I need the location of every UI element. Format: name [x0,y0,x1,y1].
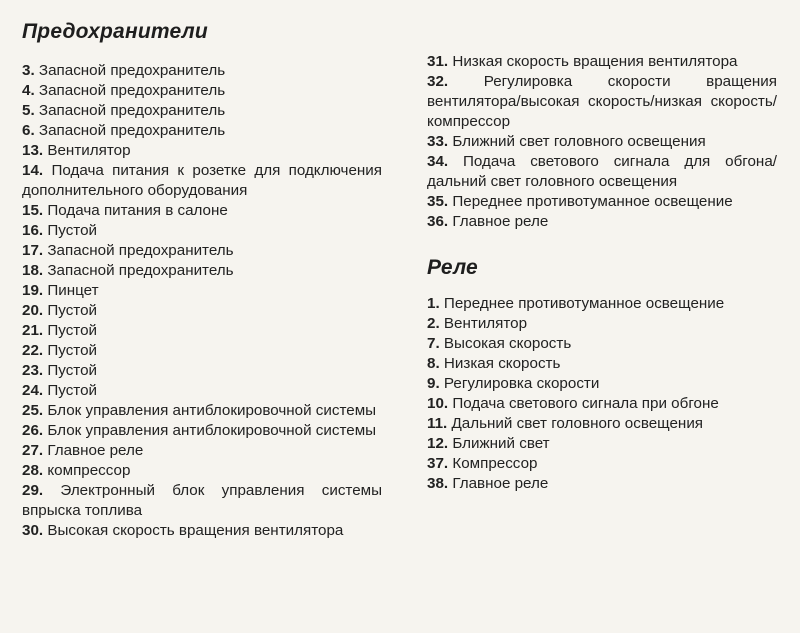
list-item [427,72,777,132]
item-text: компрессор [47,462,131,479]
item-text: Дальний свет головного освещения [451,415,704,432]
item-number: 3. [22,62,35,79]
list-item [22,421,382,441]
item-number: 21. [22,322,44,339]
relays-heading: Реле [427,256,478,279]
item-text: Пустой [47,222,98,239]
item-number: 23. [22,362,44,379]
item-text: Регулировка скорости [443,375,600,392]
item-text: Блок управления антиблокировочной системы [47,422,377,439]
item-number: 22. [22,342,44,359]
item-number: 1. [427,295,440,312]
list-item [427,354,777,374]
list-item [427,414,777,434]
list-item [427,454,777,474]
fuses-heading: Предохранители [22,20,208,43]
list-item [22,121,382,141]
item-number: 19. [22,282,44,299]
item-number: 9. [427,375,440,392]
list-item [22,321,382,341]
item-number: 6. [22,122,35,139]
item-number: 34. [427,153,449,170]
item-number: 36. [427,213,449,230]
item-text: Переднее противотуманное освещение [452,193,733,210]
list-item [427,374,777,394]
list-item [22,221,382,241]
item-number: 29. [22,482,44,499]
list-item [427,152,777,192]
item-text: Запасной предохранитель [38,122,226,139]
item-number: 35. [427,193,449,210]
item-number: 31. [427,53,449,70]
right-column [427,0,777,494]
item-number: 8. [427,355,440,372]
item-text: Регулировка скорости вращения вентилятора/высокая скорость/низкая скорость/компрессор [427,73,777,130]
list-item [427,132,777,152]
list-item [22,161,382,201]
item-number: 13. [22,142,44,159]
relays-list [427,294,777,494]
item-number: 15. [22,202,44,219]
left-column [22,0,382,541]
item-text: Переднее противотуманное освещение [443,295,725,312]
item-number: 25. [22,402,44,419]
item-text: Главное реле [47,442,144,459]
item-text: Пустой [47,322,98,339]
list-item [22,281,382,301]
item-number: 37. [427,455,449,472]
item-text: Главное реле [452,475,549,492]
item-number: 12. [427,435,449,452]
item-number: 11. [427,415,448,432]
item-text: Подача светового сигнала при обгоне [452,395,719,412]
item-text: Запасной предохранитель [47,242,234,259]
item-text: Высокая скорость [443,335,572,352]
list-item [22,481,382,521]
item-number: 24. [22,382,44,399]
list-item [427,314,777,334]
item-text: Главное реле [452,213,549,230]
item-text: Компрессор [452,455,538,472]
list-item [22,521,382,541]
item-number: 27. [22,442,44,459]
list-item [22,341,382,361]
item-number: 7. [427,335,440,352]
item-text: Пустой [47,302,98,319]
list-item [22,101,382,121]
list-item [427,192,777,212]
list-item [22,261,382,281]
fuses-list-right [427,0,777,232]
item-text: Низкая скорость вращения вентилятора [452,53,738,70]
item-number: 16. [22,222,44,239]
item-number: 30. [22,522,44,539]
item-text: Запасной предохранитель [38,102,226,119]
list-item [22,201,382,221]
list-item [22,401,382,421]
item-text: Вентилятор [47,142,131,159]
item-text: Блок управления антиблокировочной системы [47,402,377,419]
list-item [22,61,382,81]
item-text: Пустой [47,382,98,399]
list-item [22,381,382,401]
item-number: 4. [22,82,35,99]
item-text: Запасной предохранитель [38,82,226,99]
list-item [427,474,777,494]
item-text: Вентилятор [443,315,528,332]
item-number: 38. [427,475,449,492]
item-text: Ближний свет [452,435,550,452]
item-number: 2. [427,315,440,332]
list-item [427,434,777,454]
item-number: 28. [22,462,44,479]
item-text: Низкая скорость [443,355,561,372]
list-item [427,212,777,232]
item-text: Электронный блок управления системы впрыска топлива [22,482,382,519]
list-item [22,81,382,101]
list-item [427,52,777,72]
item-number: 20. [22,302,44,319]
item-text: Ближний свет головного освещения [452,133,706,150]
list-item [427,394,777,414]
list-item [22,241,382,261]
list-item [22,301,382,321]
list-item [427,294,777,314]
item-number: 33. [427,133,449,150]
list-item [22,461,382,481]
list-item [22,441,382,461]
item-text: Пинцет [47,282,99,299]
item-number: 14. [22,162,44,179]
item-number: 26. [22,422,44,439]
item-text: Подача светового сигнала для обгона/дальний свет головного освещения [427,153,777,190]
item-number: 10. [427,395,449,412]
item-text: Подача питания в салоне [47,202,228,219]
item-number: 5. [22,102,35,119]
item-text: Высокая скорость вращения вентилятора [47,522,344,539]
item-number: 17. [22,242,44,259]
item-number: 32. [427,73,449,90]
item-text: Запасной предохранитель [47,262,234,279]
list-item [22,141,382,161]
list-item [22,361,382,381]
item-text: Пустой [47,342,98,359]
list-item [427,334,777,354]
item-text: Запасной предохранитель [38,62,226,79]
fuses-list-left [22,61,382,541]
item-text: Пустой [47,362,98,379]
item-number: 18. [22,262,44,279]
item-text: Подача питания к розетке для подключения дополнительного оборудования [22,162,382,199]
